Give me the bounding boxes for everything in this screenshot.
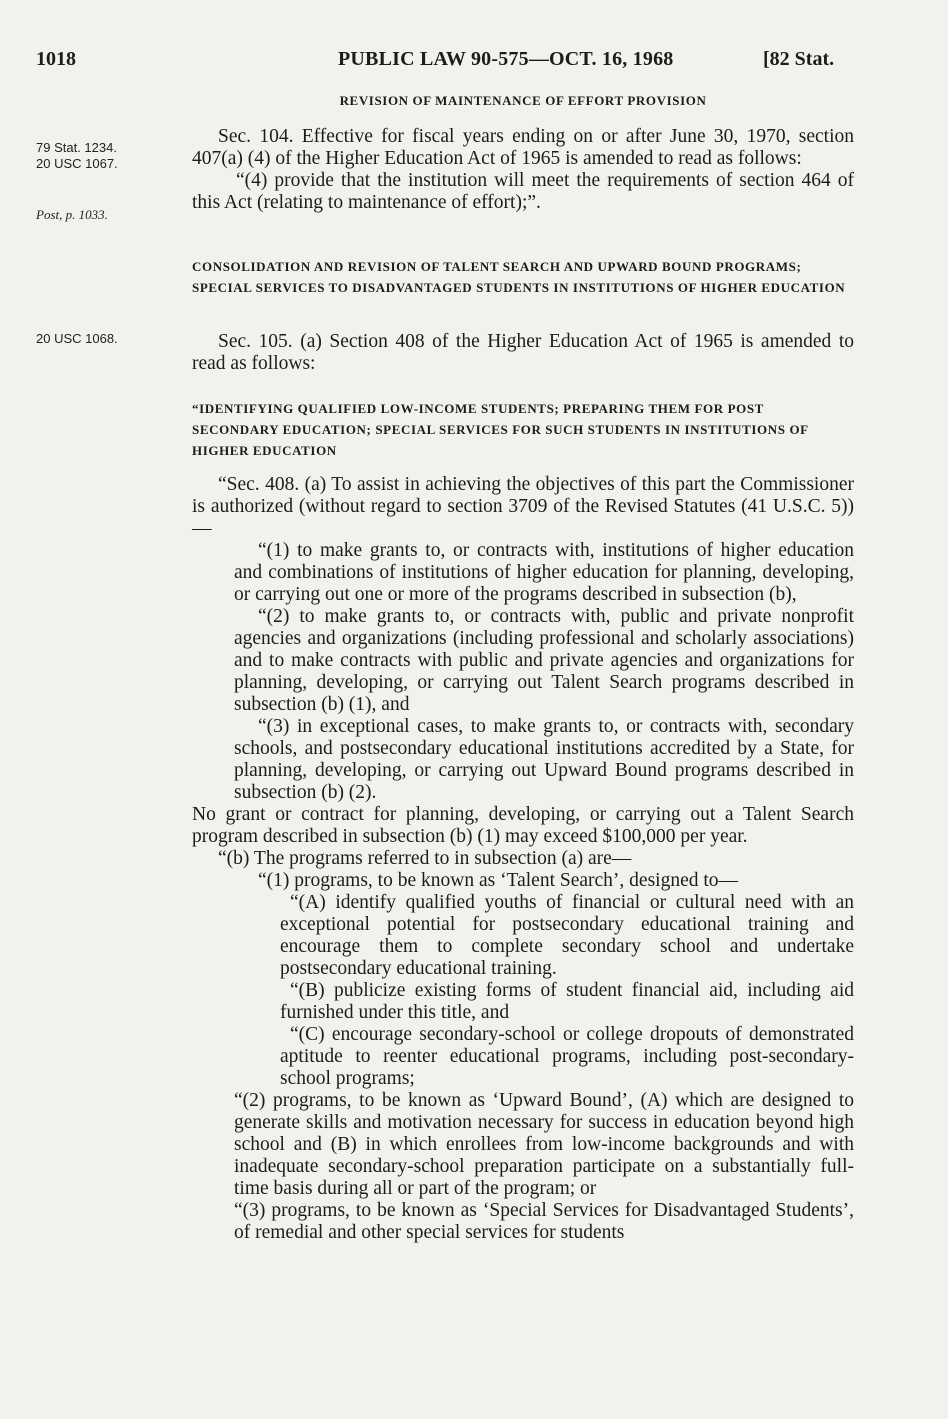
paragraph: Sec. 104. Effective for fiscal years ending on or after June 30, 1970, section 407(a) (4) of the Higher Education Act of 1965 is amended to read as follows: [192,126,854,169]
paragraph: “(b) The programs referred to in subsection (a) are— [218,848,632,869]
paragraph: “(4) provide that the institution will meet the requirements of section 464 of this Act (relating to maintenance of effort);”. [192,170,854,213]
volume-reference: [82 Stat. [763,48,835,70]
paragraph: “(C) encourage secondary-school or college dropouts of demonstrated aptitude to reenter educational programs, including post-secondary-school programs; [280,1024,854,1089]
margin-note-line: 79 Stat. 1234. [36,140,117,155]
section-heading-104: REVISION OF MAINTENANCE OF EFFORT PROVISION [339,93,707,108]
paragraph: Sec. 105. (a) Section 408 of the Higher Education Act of 1965 is amended to read as follows: [192,331,854,374]
running-head: PUBLIC LAW 90-575—OCT. 16, 1968 [338,48,674,70]
paragraph: No grant or contract for planning, developing, or carrying out a Talent Search program described in subsection (b) (1) may exceed $100,000 per year. [192,804,854,847]
paragraph: “(1) to make grants to, or contracts with, institutions of higher education and combinations of institutions of higher education for planning, developing, or carrying out one or more of the programs described in subsection (b), [234,540,854,605]
section-heading-408: “IDENTIFYING QUALIFIED LOW-INCOME STUDENTS; PREPARING THEM FOR POST SECONDARY EDUCATION; SPECIAL SERVICES FOR SUCH STUDENTS IN INSTITUTIONS OF HIGHER EDUCATION [192,401,809,458]
paragraph: “(2) to make grants to, or contracts with, public and private nonprofit agencies and organizations (including professional and scholarly associations) and to make contracts with public and private agencies and organizations for planning, developing, or carrying out Talent Search programs described in subsection (b) (1), and [234,606,854,715]
margin-note-line: 20 USC 1067. [36,156,118,171]
paragraph: “(A) identify qualified youths of financial or cultural need with an exceptional potential for postsecondary educational training and encourage them to complete secondary school and undertake postsecondary educational training. [280,892,854,979]
section-105 [192,331,854,375]
margin-note-citation [36,140,118,172]
margin-note-usc: 20 USC 1068. [36,331,118,346]
paragraph: “(3) in exceptional cases, to make grants to, or contracts with, secondary schools, and postsecondary educational institutions accredited by a State, for planning, developing, or carrying out Upward Bound programs described in subsection (b) (2). [234,716,854,803]
section-heading-105: CONSOLIDATION AND REVISION OF TALENT SEARCH AND UPWARD BOUND PROGRAMS; SPECIAL SERVICES TO DISADVANTAGED STUDENTS IN INSTITUTIONS OF HIGHER EDUCATION [192,259,846,295]
section-104 [192,126,854,214]
margin-note-post [36,207,108,223]
page-number: 1018 [36,48,76,70]
paragraph: “(1) programs, to be known as ‘Talent Search’, designed to— [258,870,739,891]
paragraph: “(2) programs, to be known as ‘Upward Bound’, (A) which are designed to generate skills and motivation necessary for success in education beyond high school and (B) in which enrollees from low-income backgrounds and with inadequate secondary-school preparation participate on a substantially full-time basis during all or part of the program; or [234,1090,854,1199]
margin-note-text: Post, p. 1033. [36,207,108,222]
paragraph: “(3) programs, to be known as ‘Special Services for Disadvantaged Students’, of remedial and other special services for students [234,1200,854,1243]
paragraph: “Sec. 408. (a) To assist in achieving the objectives of this part the Commissioner is authorized (without regard to section 3709 of the Revised Statutes (41 U.S.C. 5))— [192,474,854,539]
paragraph: “(B) publicize existing forms of student financial aid, including aid furnished under this title, and [280,980,854,1023]
section-408-body [192,474,854,1244]
